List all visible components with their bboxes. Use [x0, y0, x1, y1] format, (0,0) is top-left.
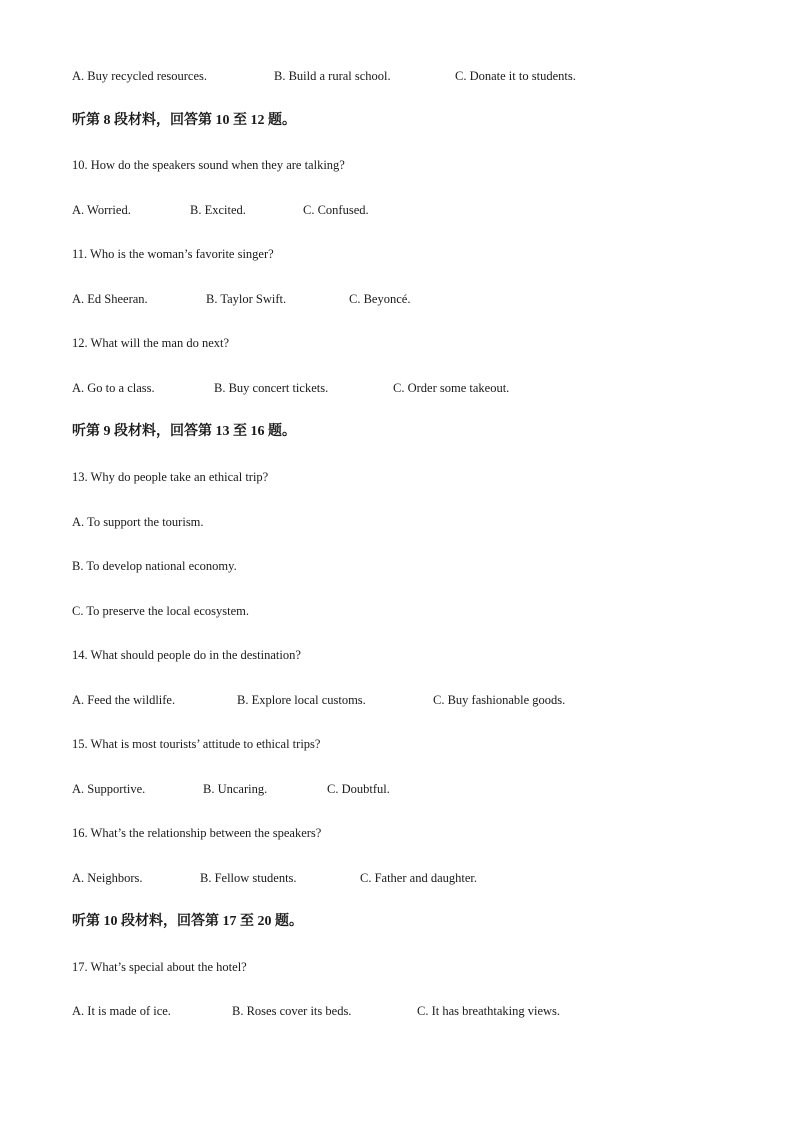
- q9-option-c: C. Donate it to students.: [455, 69, 576, 83]
- q17-option-a: A. It is made of ice.: [72, 1004, 171, 1018]
- section-8-heading: 听第 8 段材料，回答第 10 至 12 题。: [72, 113, 296, 128]
- q15-option-a: A. Supportive.: [72, 782, 146, 796]
- q14-option-c: C. Buy fashionable goods.: [433, 693, 566, 707]
- q12-question: 12. What will the man do next?: [72, 336, 230, 350]
- q12-option-b: B. Buy concert tickets.: [214, 381, 329, 395]
- q10-option-b: B. Excited.: [190, 203, 246, 217]
- q13-option-b: B. To develop national economy.: [72, 559, 237, 573]
- q17-question: 17. What’s special about the hotel?: [72, 960, 247, 974]
- q17-option-b: B. Roses cover its beds.: [232, 1004, 352, 1018]
- q15-option-b: B. Uncaring.: [203, 782, 268, 796]
- q11-option-c: C. Beyoncé.: [349, 292, 411, 306]
- section-10-heading: 听第 10 段材料，回答第 17 至 20 题。: [72, 914, 303, 929]
- q13-option-c: C. To preserve the local ecosystem.: [72, 604, 249, 618]
- q15-question: 15. What is most tourists’ attitude to ethical trips?: [72, 737, 321, 751]
- q16-option-c: C. Father and daughter.: [360, 871, 477, 885]
- q11-question: 11. Who is the woman’s favorite singer?: [72, 247, 274, 261]
- q12-option-c: C. Order some takeout.: [393, 381, 510, 395]
- q13-option-a: A. To support the tourism.: [72, 515, 204, 529]
- q10-option-a: A. Worried.: [72, 203, 131, 217]
- q10-option-c: C. Confused.: [303, 203, 369, 217]
- q14-question: 14. What should people do in the destination?: [72, 648, 301, 662]
- q16-option-b: B. Fellow students.: [200, 871, 297, 885]
- q17-option-c: C. It has breathtaking views.: [417, 1004, 561, 1018]
- q16-option-a: A. Neighbors.: [72, 871, 143, 885]
- section-9-heading: 听第 9 段材料，回答第 13 至 16 题。: [72, 424, 296, 439]
- q16-question: 16. What’s the relationship between the speakers?: [72, 826, 322, 840]
- q12-option-a: A. Go to a class.: [72, 381, 155, 395]
- q13-question: 13. Why do people take an ethical trip?: [72, 470, 269, 484]
- q9-option-a: A. Buy recycled resources.: [72, 69, 208, 83]
- q10-question: 10. How do the speakers sound when they are talking?: [72, 158, 345, 172]
- q9-option-b: B. Build a rural school.: [274, 69, 391, 83]
- q11-option-a: A. Ed Sheeran.: [72, 292, 148, 306]
- q14-option-b: B. Explore local customs.: [237, 693, 366, 707]
- q11-option-b: B. Taylor Swift.: [206, 292, 287, 306]
- q15-option-c: C. Doubtful.: [327, 782, 390, 796]
- q14-option-a: A. Feed the wildlife.: [72, 693, 176, 707]
